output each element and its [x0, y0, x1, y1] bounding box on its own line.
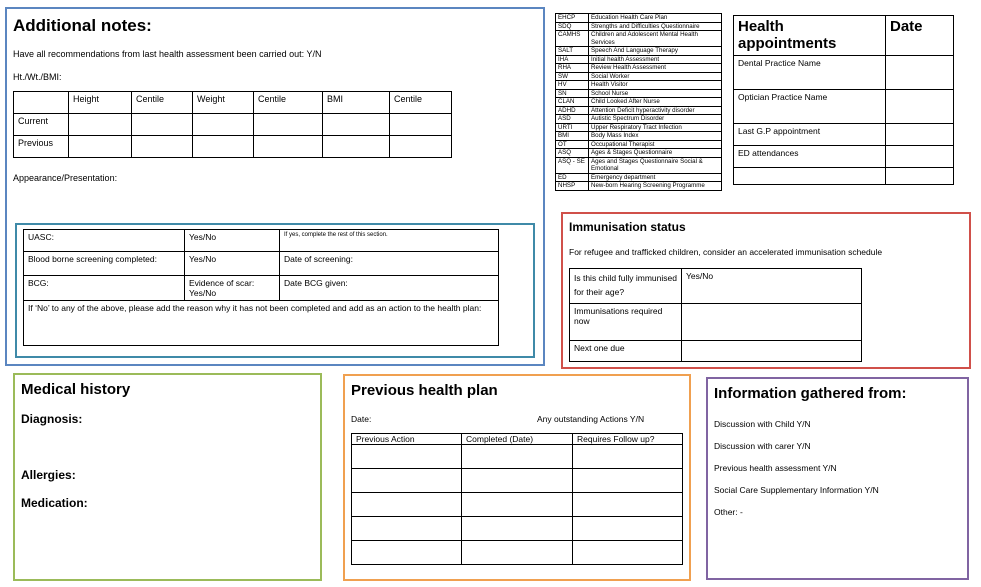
appointment-date[interactable] — [886, 56, 954, 90]
abbreviation-code: CAMHS — [556, 31, 589, 47]
abbreviation-row — [556, 89, 722, 98]
abbreviation-meaning: Health Visitor — [589, 81, 722, 90]
measurement-table — [13, 91, 452, 158]
date-header: Date — [886, 16, 954, 56]
uasc-value[interactable]: Yes/No — [185, 230, 280, 252]
abbreviation-row — [556, 14, 722, 23]
abbreviation-code: SALT — [556, 47, 589, 56]
abbreviation-code: EHCP — [556, 14, 589, 23]
diagnosis-label: Diagnosis: — [21, 412, 83, 426]
abbreviation-row — [556, 149, 722, 158]
uasc-label: UASC: — [24, 230, 185, 252]
input-cell[interactable] — [323, 114, 390, 136]
information-gathered-section — [706, 377, 969, 580]
abbreviation-row — [556, 22, 722, 31]
abbreviation-row — [556, 31, 722, 47]
abbreviation-meaning: Speech And Language Therapy — [589, 47, 722, 56]
plan-cell[interactable] — [462, 517, 573, 541]
measurement-header: Centile — [254, 92, 323, 114]
input-cell[interactable] — [390, 114, 452, 136]
abbreviation-row — [556, 173, 722, 182]
immunisations-required-value[interactable] — [682, 304, 862, 341]
plan-header: Completed (Date) — [462, 434, 573, 445]
plan-cell[interactable] — [352, 493, 462, 517]
previous-plan-title: Previous health plan — [351, 382, 498, 399]
abbreviation-row — [556, 123, 722, 132]
health-appointments-table — [733, 15, 954, 185]
plan-header: Requires Follow up? — [573, 434, 683, 445]
blood-screening-label: Blood borne screening completed: — [24, 252, 185, 276]
abbreviation-meaning: Child Looked After Nurse — [589, 98, 722, 107]
abbreviation-code: ASD — [556, 115, 589, 124]
uasc-note: If yes, complete the rest of this section. — [280, 230, 499, 252]
outstanding-actions-label[interactable]: Any outstanding Actions Y/N — [537, 414, 645, 424]
abbreviation-code: URTI — [556, 123, 589, 132]
abbreviation-row — [556, 182, 722, 191]
abbreviation-meaning: Strengths and Difficulties Questionnaire — [589, 22, 722, 31]
reason-text[interactable]: If ‘No’ to any of the above, please add the reason why it has not been completed and add as an action to the health plan: — [24, 301, 499, 346]
fully-immunised-label: Is this child fully immunised for their age? — [570, 269, 682, 304]
uasc-section — [15, 223, 535, 358]
input-cell[interactable] — [69, 114, 132, 136]
abbreviation-code: SW — [556, 72, 589, 81]
abbreviation-meaning: New-born Hearing Screening Programme — [589, 182, 722, 191]
info-item[interactable]: Discussion with carer Y/N — [714, 441, 811, 451]
abbreviation-code: IHA — [556, 55, 589, 64]
plan-cell[interactable] — [573, 541, 683, 565]
appointment-label: Last G.P appointment — [734, 124, 886, 146]
abbreviation-row — [556, 81, 722, 90]
abbreviation-row — [556, 115, 722, 124]
plan-cell[interactable] — [573, 445, 683, 469]
scar-evidence[interactable]: Evidence of scar: Yes/No — [185, 276, 280, 301]
medical-history-section — [13, 373, 322, 581]
abbreviation-meaning: Ages & Stages Questionnaire — [589, 149, 722, 158]
abbreviation-meaning: School Nurse — [589, 89, 722, 98]
measurement-header: Height — [69, 92, 132, 114]
appointment-label: Optician Practice Name — [734, 90, 886, 124]
plan-cell[interactable] — [352, 517, 462, 541]
input-cell[interactable] — [390, 136, 452, 158]
measurement-header: BMI — [323, 92, 390, 114]
abbreviation-row — [556, 55, 722, 64]
abbreviation-row — [556, 47, 722, 56]
bcg-label: BCG: — [24, 276, 185, 301]
plan-header: Previous Action — [352, 434, 462, 445]
medical-history-title: Medical history — [21, 381, 131, 398]
plan-cell[interactable] — [573, 493, 683, 517]
info-item[interactable]: Previous health assessment Y/N — [714, 463, 837, 473]
abbreviation-code: BMI — [556, 132, 589, 141]
plan-cell[interactable] — [462, 469, 573, 493]
next-due-value[interactable] — [682, 341, 862, 362]
plan-cell[interactable] — [352, 445, 462, 469]
blood-screening-value[interactable]: Yes/No — [185, 252, 280, 276]
abbreviation-row — [556, 140, 722, 149]
measurement-header: Centile — [390, 92, 452, 114]
input-cell[interactable] — [323, 136, 390, 158]
next-due-label: Next one due — [570, 341, 682, 362]
input-cell[interactable] — [193, 114, 254, 136]
abbreviations-table — [555, 13, 722, 191]
info-item[interactable]: Other: - — [714, 507, 743, 517]
input-cell[interactable] — [132, 114, 193, 136]
abbreviation-code: RHA — [556, 64, 589, 73]
abbreviation-meaning: Review Health Assessment — [589, 64, 722, 73]
previous-plan-table — [351, 433, 683, 565]
appointment-date[interactable] — [886, 146, 954, 168]
input-cell[interactable] — [254, 114, 323, 136]
appointment-date[interactable] — [886, 90, 954, 124]
plan-cell[interactable] — [462, 541, 573, 565]
abbreviation-meaning: Ages and Stages Questionnaire Social & Emotional — [589, 157, 722, 173]
abbreviation-meaning: Occupational Therapist — [589, 140, 722, 149]
plan-cell[interactable] — [352, 469, 462, 493]
measurement-header: Centile — [132, 92, 193, 114]
appointment-date[interactable] — [886, 168, 954, 185]
input-cell[interactable] — [132, 136, 193, 158]
measurement-header: Weight — [193, 92, 254, 114]
immunisations-required-label: Immunisations required now — [570, 304, 682, 341]
previous-health-plan-section — [343, 374, 691, 581]
plan-cell[interactable] — [573, 517, 683, 541]
abbreviation-meaning: Attention Deficit hyperactivity disorder — [589, 106, 722, 115]
fully-immunised-value[interactable]: Yes/No — [682, 269, 862, 304]
abbreviation-meaning: Autistic Spectrum Disorder — [589, 115, 722, 124]
abbreviation-row — [556, 157, 722, 173]
abbreviation-row — [556, 72, 722, 81]
bcg-date-label[interactable]: Date BCG given: — [280, 276, 499, 301]
plan-cell[interactable] — [573, 469, 683, 493]
information-title: Information gathered from: — [714, 385, 907, 402]
uasc-table — [23, 229, 499, 346]
info-item[interactable]: Discussion with Child Y/N — [714, 419, 811, 429]
immunisation-section — [561, 212, 971, 369]
input-cell[interactable] — [254, 136, 323, 158]
abbreviation-code: CLAN — [556, 98, 589, 107]
abbreviation-meaning: Social Worker — [589, 72, 722, 81]
allergies-label: Allergies: — [21, 468, 76, 482]
plan-cell[interactable] — [462, 445, 573, 469]
appearance-label: Appearance/Presentation: — [13, 173, 118, 183]
appointment-date[interactable] — [886, 124, 954, 146]
plan-cell[interactable] — [462, 493, 573, 517]
abbreviation-meaning: Upper Respiratory Tract Infection — [589, 123, 722, 132]
health-appointments-title: Health appointments — [734, 16, 886, 56]
appointment-label: ED attendances — [734, 146, 886, 168]
plan-date-label[interactable]: Date: — [351, 414, 372, 424]
abbreviation-code: NHSP — [556, 182, 589, 191]
recommendations-question: Have all recommendations from last health assessment been carried out: Y/N — [13, 49, 322, 59]
abbreviation-row — [556, 106, 722, 115]
ht-wt-bmi-label: Ht./Wt./BMI: — [13, 72, 62, 82]
immunisation-title: Immunisation status — [569, 220, 686, 234]
measurement-row-label: Current — [14, 114, 69, 136]
medication-label: Medication: — [21, 496, 88, 510]
abbreviation-meaning: Children and Adolescent Mental Health Services — [589, 31, 722, 47]
abbreviation-row — [556, 64, 722, 73]
immunisation-table — [569, 268, 862, 362]
plan-cell[interactable] — [352, 541, 462, 565]
abbreviation-code: ADHD — [556, 106, 589, 115]
abbreviation-code: OT — [556, 140, 589, 149]
abbreviation-code: SDQ — [556, 22, 589, 31]
appointment-label: Dental Practice Name — [734, 56, 886, 90]
abbreviation-code: ASQ — [556, 149, 589, 158]
abbreviation-code: ASQ - SE — [556, 157, 589, 173]
abbreviation-meaning: Emergency department — [589, 173, 722, 182]
abbreviation-row — [556, 98, 722, 107]
abbreviation-meaning: Initial health Assessment — [589, 55, 722, 64]
input-cell[interactable] — [193, 136, 254, 158]
immunisation-note: For refugee and trafficked children, consider an accelerated immunisation schedule — [569, 247, 883, 257]
abbreviation-meaning: Education Health Care Plan — [589, 14, 722, 23]
measurement-row-label: Previous — [14, 136, 69, 158]
input-cell[interactable] — [69, 136, 132, 158]
additional-notes-title: Additional notes: — [13, 16, 152, 35]
measurement-header — [14, 92, 69, 114]
abbreviation-row — [556, 132, 722, 141]
abbreviation-code: SN — [556, 89, 589, 98]
abbreviation-code: ED — [556, 173, 589, 182]
info-item[interactable]: Social Care Supplementary Information Y/N — [714, 485, 879, 495]
appointment-label — [734, 168, 886, 185]
abbreviation-meaning: Body Mass Index — [589, 132, 722, 141]
abbreviation-code: HV — [556, 81, 589, 90]
screening-date-label[interactable]: Date of screening: — [280, 252, 499, 276]
